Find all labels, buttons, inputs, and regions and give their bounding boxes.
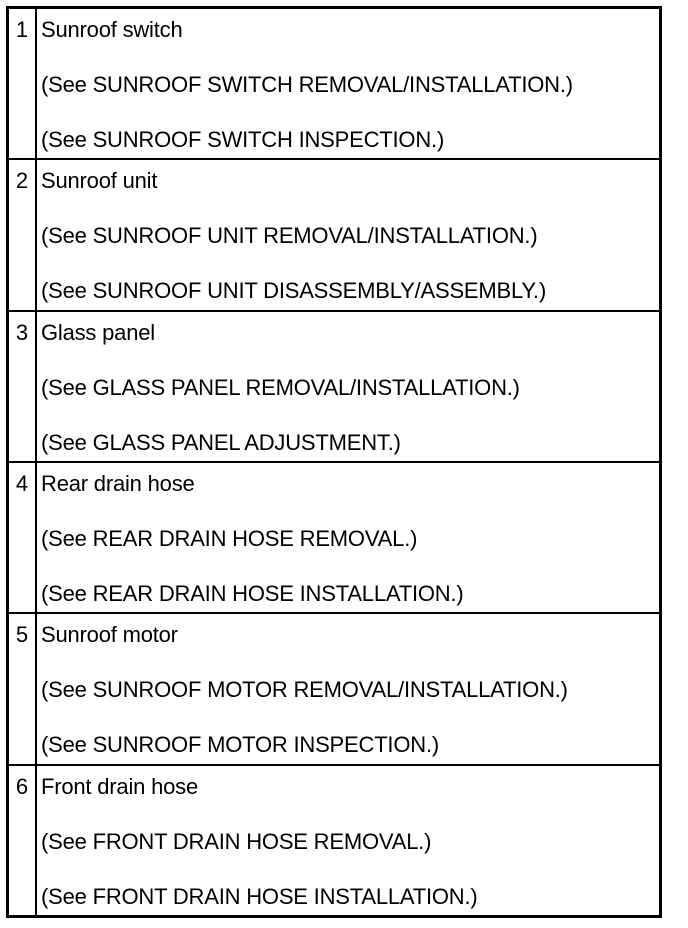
- table-row-5: [9, 612, 659, 763]
- item-number: 3: [9, 312, 37, 461]
- adjustment-link[interactable]: (See GLASS PANEL ADJUSTMENT.): [41, 429, 401, 455]
- inspection-link[interactable]: (See SUNROOF MOTOR INSPECTION.): [41, 732, 439, 758]
- table-row-1: [9, 9, 659, 158]
- item-name: Sunroof motor: [41, 622, 178, 648]
- removal-installation-link[interactable]: (See SUNROOF UNIT REMOVAL/INSTALLATION.): [41, 223, 538, 249]
- item-name: Glass panel: [41, 319, 155, 345]
- item-name: Sunroof switch: [41, 17, 183, 42]
- item-number: 1: [9, 9, 37, 158]
- removal-installation-link[interactable]: (See SUNROOF MOTOR REMOVAL/INSTALLATION.): [41, 677, 568, 703]
- installation-link[interactable]: (See REAR DRAIN HOSE INSTALLATION.): [41, 580, 464, 606]
- removal-link[interactable]: (See FRONT DRAIN HOSE REMOVAL.): [41, 828, 432, 854]
- removal-installation-link[interactable]: (See GLASS PANEL REMOVAL/INSTALLATION.): [41, 374, 520, 400]
- table-row-3: [9, 310, 659, 461]
- item-number: 5: [9, 614, 37, 763]
- item-number: 4: [9, 463, 37, 612]
- item-content: [37, 160, 659, 309]
- removal-link[interactable]: (See REAR DRAIN HOSE REMOVAL.): [41, 525, 418, 551]
- item-content: [37, 463, 659, 612]
- item-number: 6: [9, 766, 37, 915]
- item-name: Front drain hose: [41, 773, 198, 799]
- item-content: [37, 614, 659, 763]
- item-content: [37, 766, 659, 915]
- disassembly-assembly-link[interactable]: (See SUNROOF UNIT DISASSEMBLY/ASSEMBLY.): [41, 278, 547, 304]
- installation-link[interactable]: (See FRONT DRAIN HOSE INSTALLATION.): [41, 883, 478, 909]
- table-row-6: [9, 764, 659, 915]
- table-row-4: [9, 461, 659, 612]
- item-content: [37, 312, 659, 461]
- removal-installation-link[interactable]: (See SUNROOF SWITCH REMOVAL/INSTALLATION.): [41, 72, 573, 97]
- item-name: Sunroof unit: [41, 168, 158, 194]
- item-name: Rear drain hose: [41, 470, 195, 496]
- table-row-2: [9, 158, 659, 309]
- parts-table: [6, 6, 662, 918]
- item-number: 2: [9, 160, 37, 309]
- item-content: [37, 9, 659, 158]
- inspection-link[interactable]: (See SUNROOF SWITCH INSPECTION.): [41, 127, 445, 152]
